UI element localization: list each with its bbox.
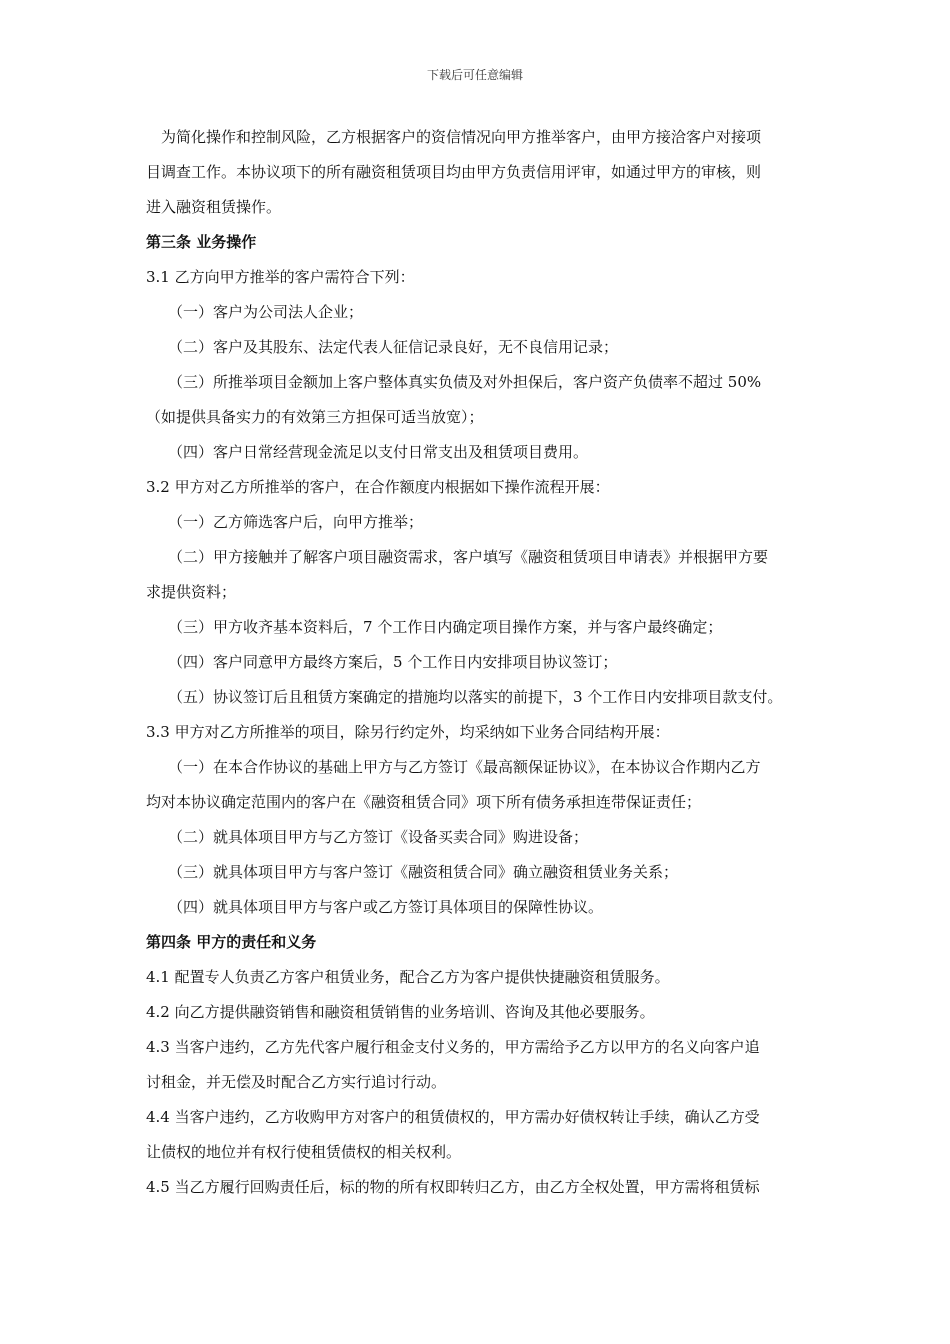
paragraph-line: 3.1 乙方向甲方推举的客户需符合下列： — [146, 268, 415, 286]
paragraph-line: 3.2 甲方对乙方所推举的客户，在合作额度内根据如下操作流程开展： — [146, 478, 610, 496]
paragraph-line: （四）客户同意甲方最终方案后，5 个工作日内安排项目协议签订； — [168, 653, 618, 671]
paragraph-line: （二）就具体项目甲方与乙方签订《设备买卖合同》购进设备； — [168, 828, 589, 846]
paragraph-line: 4.4 当客户违约，乙方收购甲方对客户的租赁债权的，甲方需办好债权转让手续，确认乙方受 — [146, 1108, 760, 1126]
paragraph-line: 目调查工作。本协议项下的所有融资租赁项目均由甲方负责信用评审，如通过甲方的审核，则 — [146, 163, 762, 181]
paragraph-line: （三）所推举项目金额加上客户整体真实负债及对外担保后，客户资产负债率不超过 50% — [168, 373, 762, 391]
paragraph-line: （三）甲方收齐基本资料后，7 个工作日内确定项目操作方案，并与客户最终确定； — [168, 618, 723, 636]
paragraph-line: 3.3 甲方对乙方所推举的项目，除另行约定外，均采纳如下业务合同结构开展： — [146, 723, 670, 741]
paragraph-line: 4.2 向乙方提供融资销售和融资租赁销售的业务培训、咨询及其他必要服务。 — [146, 1003, 655, 1021]
paragraph-line: （三）就具体项目甲方与客户签订《融资租赁合同》确立融资租赁业务关系； — [168, 863, 679, 881]
paragraph-line: （二）甲方接触并了解客户项目融资需求，客户填写《融资租赁项目申请表》并根据甲方要 — [168, 548, 769, 566]
paragraph-line: （一）在本合作协议的基础上甲方与乙方签订《最高额保证协议》，在本协议合作期内乙方 — [168, 758, 761, 776]
paragraph-line: （四）就具体项目甲方与客户或乙方签订具体项目的保障性协议。 — [168, 898, 604, 916]
paragraph-line: （四）客户日常经营现金流足以支付日常支出及租赁项目费用。 — [168, 443, 589, 461]
paragraph-line: 4.5 当乙方履行回购责任后，标的物的所有权即转归乙方，由乙方全权处置，甲方需将租赁标 — [146, 1178, 760, 1196]
paragraph-line: （二）客户及其股东、法定代表人征信记录良好，无不良信用记录； — [168, 338, 619, 356]
paragraph-line: （一）客户为公司法人企业； — [168, 303, 364, 321]
section-heading: 第三条 业务操作 — [146, 233, 257, 251]
paragraph-line: 均对本协议确定范围内的客户在《融资租赁合同》项下所有债务承担连带保证责任； — [146, 793, 702, 811]
page-header: 下载后可任意编辑 — [426, 68, 523, 82]
paragraph-line: 进入融资租赁操作。 — [146, 198, 282, 216]
paragraph-line: （五）协议签订后且租赁方案确定的措施均以落实的前提下，3 个工作日内安排项目款支付。 — [168, 688, 783, 706]
paragraph-line: 讨租金，并无偿及时配合乙方实行追讨行动。 — [146, 1073, 447, 1091]
paragraph-line: （如提供具备实力的有效第三方担保可适当放宽）； — [146, 408, 484, 426]
section-heading: 第四条 甲方的责任和义务 — [146, 933, 317, 951]
paragraph-line: 为简化操作和控制风险，乙方根据客户的资信情况向甲方推举客户，由甲方接洽客户对接项 — [161, 128, 762, 146]
paragraph-line: 4.3 当客户违约，乙方先代客户履行租金支付义务的，甲方需给予乙方以甲方的名义向客户追 — [146, 1038, 760, 1056]
paragraph-line: 让债权的地位并有权行使租赁债权的相关权利。 — [146, 1143, 462, 1161]
paragraph-line: 求提供资料； — [146, 583, 237, 601]
paragraph-line: （一）乙方筛选客户后，向甲方推举； — [168, 513, 424, 531]
document-body — [146, 120, 836, 1205]
paragraph-line: 4.1 配置专人负责乙方客户租赁业务，配合乙方为客户提供快捷融资租赁服务。 — [146, 968, 670, 986]
